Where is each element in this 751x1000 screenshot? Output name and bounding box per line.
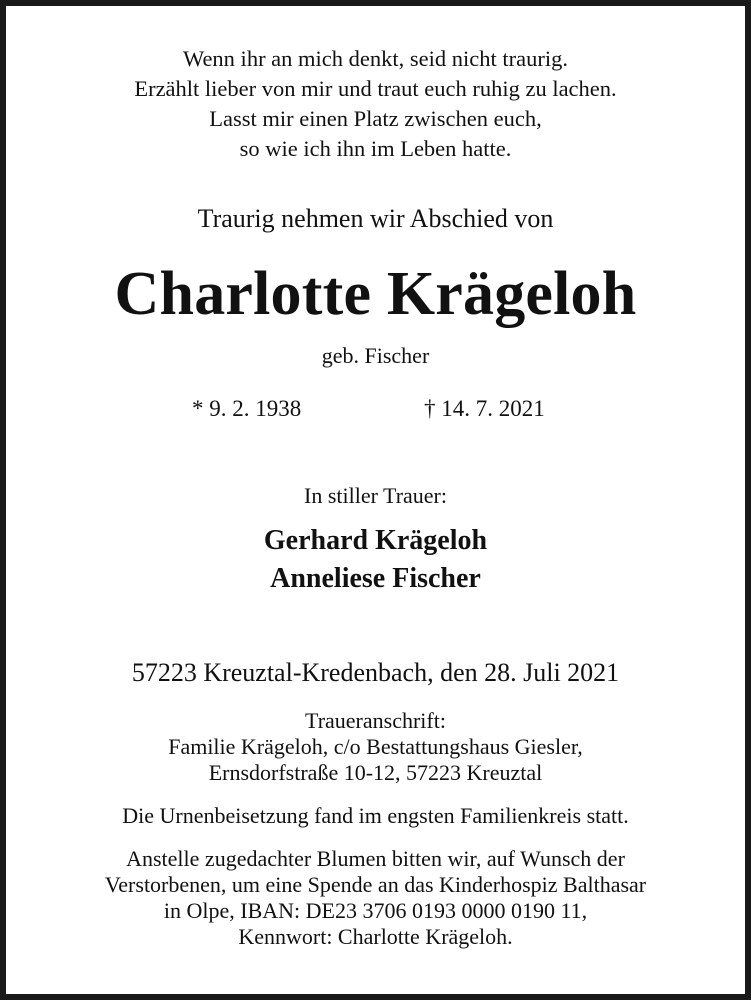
donation-line: Kennwort: Charlotte Krägeloh. bbox=[238, 924, 513, 949]
poem-line: Erzählt lieber von mir und traut euch ruhig zu lachen. bbox=[134, 76, 617, 101]
donation-line: Verstorbenen, um eine Spende an das Kinderhospiz Balthasar bbox=[104, 872, 647, 897]
mourner-name: Anneliese Fischer bbox=[270, 563, 481, 594]
donation-request bbox=[6, 846, 745, 950]
life-dates bbox=[6, 394, 745, 424]
poem-line: so wie ich ihn im Leben hatte. bbox=[239, 136, 512, 161]
poem bbox=[6, 44, 745, 164]
mourner-list bbox=[6, 522, 745, 598]
deceased-name: Charlotte Krägeloh bbox=[114, 260, 637, 328]
birth-date: * 9. 2. 1938 bbox=[192, 396, 302, 421]
donation-line: in Olpe, IBAN: DE23 3706 0193 0000 0190 11, bbox=[163, 898, 588, 923]
poem-line: Lasst mir einen Platz zwischen euch, bbox=[209, 106, 542, 131]
poem-line: Wenn ihr an mich denkt, seid nicht traurig. bbox=[183, 46, 568, 71]
intro-text: Traurig nehmen wir Abschied von bbox=[197, 204, 554, 233]
maiden-name: geb. Fischer bbox=[321, 343, 430, 368]
address-label: Traueranschrift: bbox=[305, 708, 446, 733]
donation-line: Anstelle zugedachter Blumen bitten wir, auf Wunsch der bbox=[126, 846, 625, 871]
place-and-date: 57223 Kreuztal-Kredenbach, den 28. Juli 2021 bbox=[131, 658, 620, 687]
address-line: Ernsdorfstraße 10-12, 57223 Kreuztal bbox=[208, 760, 543, 785]
mourning-label: In stiller Trauer: bbox=[304, 483, 447, 508]
mourner-name: Gerhard Krägeloh bbox=[263, 525, 488, 556]
address-line: Familie Krägeloh, c/o Bestattungshaus Giesler, bbox=[168, 734, 583, 759]
mourning-address bbox=[6, 708, 745, 786]
burial-note: Die Urnenbeisetzung fand im engsten Familienkreis statt. bbox=[122, 803, 629, 828]
death-date: † 14. 7. 2021 bbox=[424, 396, 545, 421]
